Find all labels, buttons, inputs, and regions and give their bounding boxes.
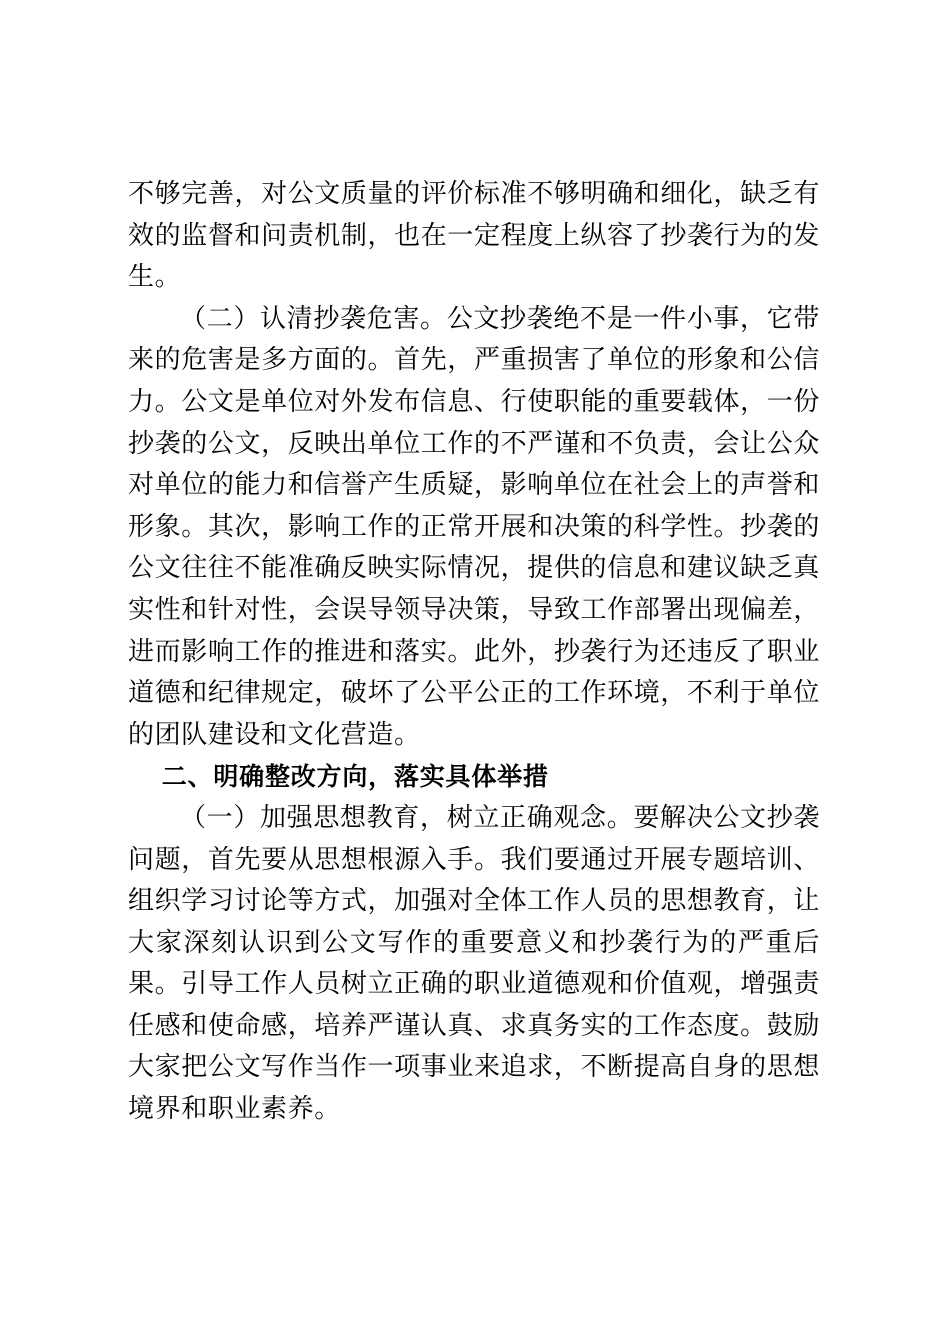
section-heading-rectification: 二、明确整改方向，落实具体举措 xyxy=(161,762,549,792)
paragraph-recognize-plagiarism-harm: （二）认清抄袭危害。公文抄袭绝不是一件小事，它带来的危害是多方面的。首先，严重损害了单位的形象和公信力。公文是单位对外发布信息、行使职能的重要载体，一份抄袭的公文，反映出单位工作的不严谨和不负责，会让公众对单位的能力和信誉产生质疑，影响单位在社会上的声誉和形象。其次，影响工作的正常开展和决策的科学性。抄袭的公文往往不能准确反映实际情况，提供的信息和建议缺乏真实性和针对性，会误导领导决策，导致工作部署出现偏差，进而影响工作的推进和落实。此外，抄袭行为还违反了职业道德和纪律规定，破坏了公平公正的工作环境，不利于单位的团队建设和文化营造。 xyxy=(128,303,820,750)
paragraph-continuation: 不够完善，对公文质量的评价标准不够明确和细化，缺乏有效的监督和问责机制，也在一定程度上纵容了抄袭行为的发生。 xyxy=(128,179,820,293)
paragraph-ideological-education: （一）加强思想教育，树立正确观念。要解决公文抄袭问题，首先要从思想根源入手。我们要通过开展专题培训、组织学习讨论等方式，加强对全体工作人员的思想教育，让大家深刻认识到公文写作的重要意义和抄袭行为的严重后果。引导工作人员树立正确的职业道德观和价值观，增强责任感和使命感，培养严谨认真、求真务实的工作态度。鼓励大家把公文写作当作一项事业来追求，不断提高自身的思想境界和职业素养。 xyxy=(128,802,820,1125)
document-body xyxy=(128,174,820,1131)
